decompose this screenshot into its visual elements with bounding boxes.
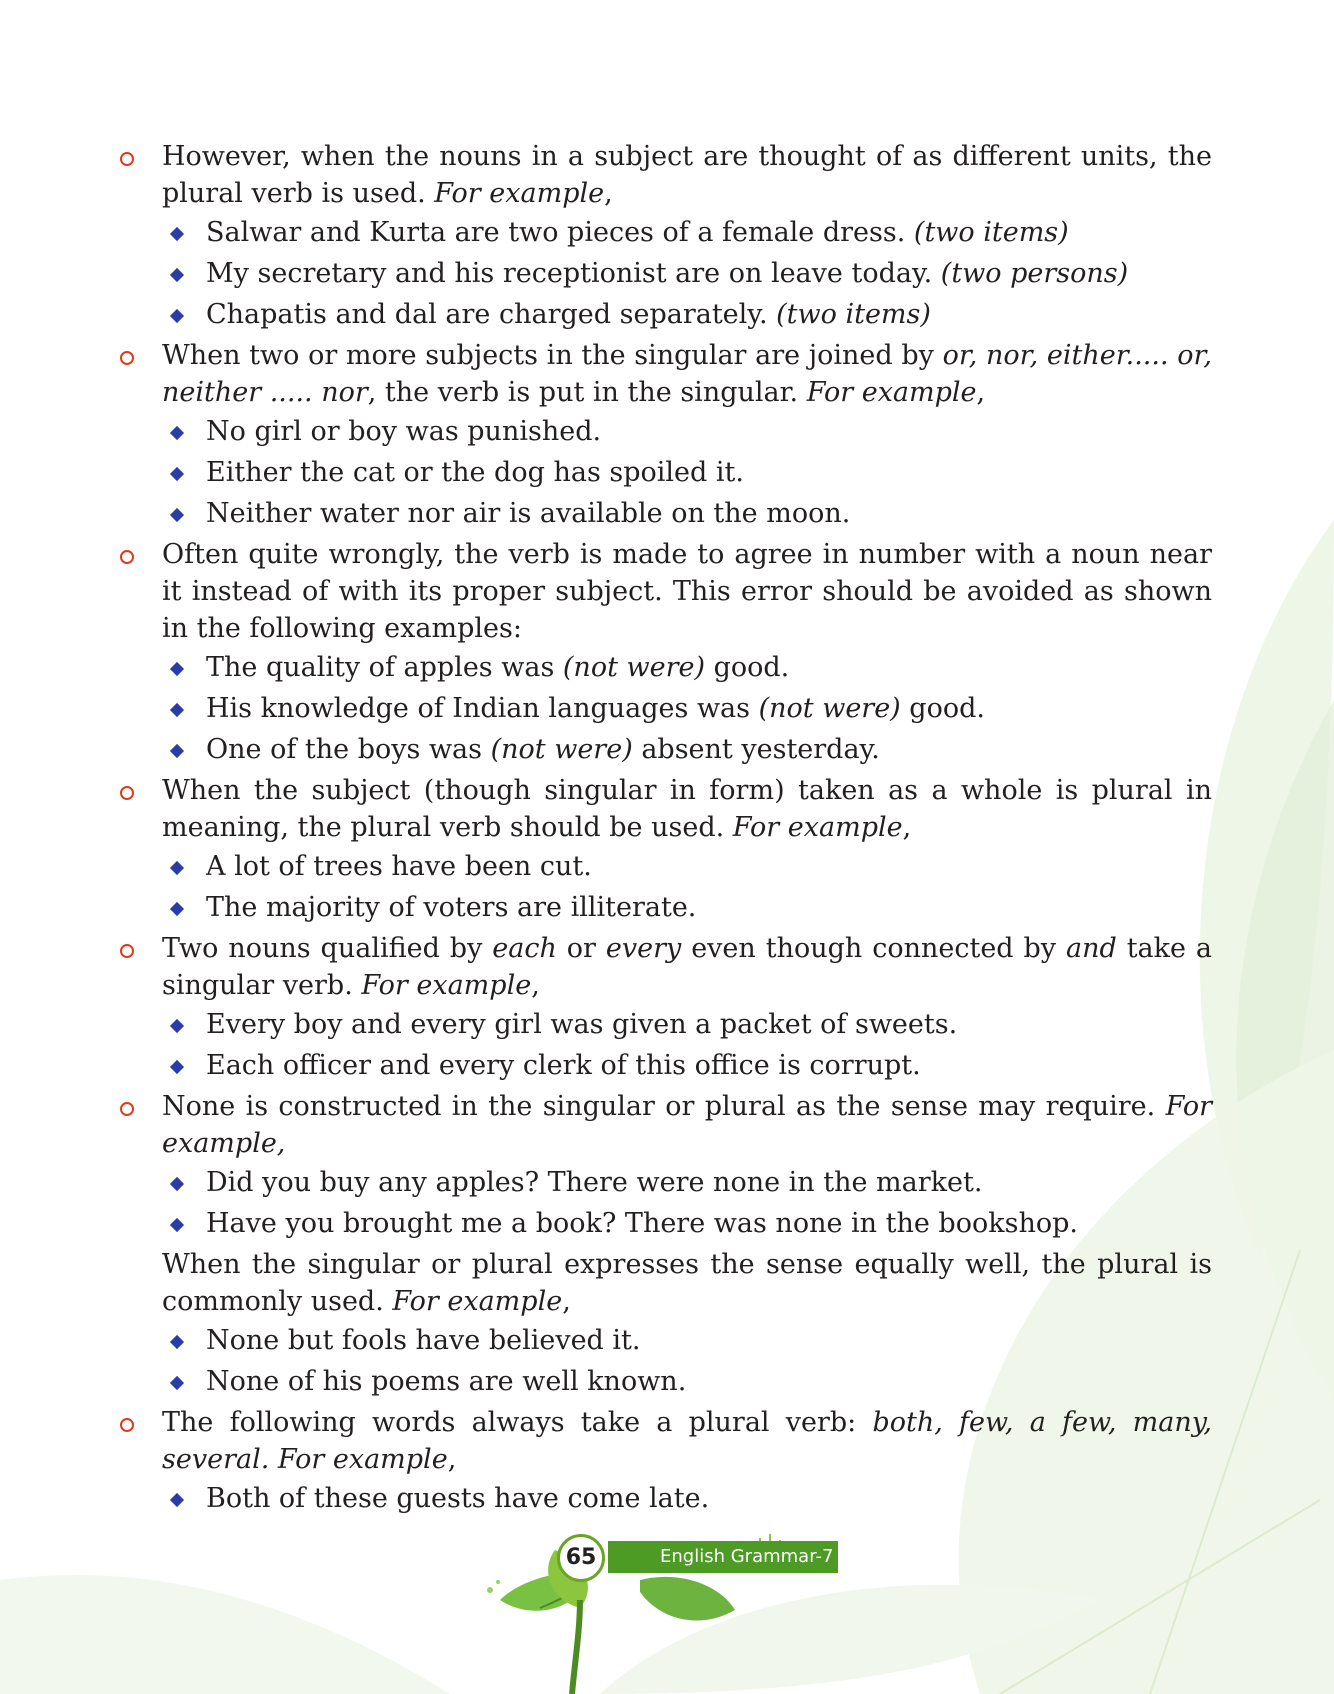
example-text: (not were) [562, 652, 706, 683]
example-item [118, 1006, 1212, 1044]
rule-text: When two or more subjects in the singular are joined by [162, 340, 943, 371]
rule-paragraph [118, 536, 1212, 647]
example-text: The majority of voters are illiterate. [206, 892, 697, 923]
rule-text: take a singular verb. [162, 933, 1213, 1001]
rule-paragraph-continuation [118, 1246, 1212, 1320]
circle-bullet-icon [120, 1102, 134, 1116]
rule-text: For example [392, 1286, 563, 1317]
example-text: None of his poems are well known. [206, 1366, 687, 1397]
example-text: Did you buy any apples? There were none in the market. [206, 1167, 983, 1198]
example-text: His knowledge of Indian languages was [206, 693, 759, 724]
rule-text: each [492, 933, 557, 964]
example-item [118, 649, 1212, 687]
diamond-bullet-icon [170, 703, 184, 717]
rule-text: , [447, 1444, 457, 1475]
example-text: Neither water nor air is available on the moon. [206, 498, 851, 529]
example-item [118, 848, 1212, 886]
example-text: Have you brought me a book? There was none in the bookshop. [206, 1208, 1078, 1239]
diamond-bullet-icon [170, 508, 184, 522]
circle-bullet-icon [120, 351, 134, 365]
rule-text: or [556, 933, 606, 964]
example-text: The quality of apples was [206, 652, 563, 683]
rule-text: For example [361, 970, 532, 1001]
example-text: (not were) [490, 734, 633, 765]
diamond-bullet-icon [170, 1376, 184, 1390]
rule-text: None is constructed in the singular or plural as the sense may require. [162, 1091, 1166, 1122]
diamond-bullet-icon [170, 467, 184, 481]
diamond-bullet-icon [170, 1493, 184, 1507]
rule-text: even though connected by [681, 933, 1066, 964]
rule-text: For example [434, 178, 605, 209]
rule-text: every [605, 933, 682, 964]
example-text: Chapatis and dal are charged separately. [206, 299, 777, 330]
example-text: None but fools have believed it. [206, 1325, 641, 1356]
example-item [118, 214, 1212, 252]
rule-text: both, few, a few, many, several. For example [162, 1407, 1212, 1475]
example-item [118, 1480, 1212, 1518]
example-text: Both of these guests have come late. [206, 1483, 710, 1514]
example-item [118, 413, 1212, 451]
example-text: absent yesterday. [632, 734, 880, 765]
rule-text: or, nor, either..... or, neither ..... nor [162, 340, 1212, 408]
rule-text: However, when the nouns in a subject are thought of as different units, the plural verb is used. [162, 141, 1212, 209]
example-text: good. [705, 652, 790, 683]
example-item [118, 454, 1212, 492]
diamond-bullet-icon [170, 1335, 184, 1349]
rule-text: , [604, 178, 613, 209]
example-text: My secretary and his receptionist are on leave today. [206, 258, 941, 289]
rule-text: , [562, 1286, 571, 1317]
rule-text: , [531, 970, 540, 1001]
circle-bullet-icon [120, 944, 134, 958]
diamond-bullet-icon [170, 426, 184, 440]
rule-paragraph [118, 138, 1212, 212]
example-text: Each officer and every clerk of this office is corrupt. [206, 1050, 921, 1081]
diamond-bullet-icon [170, 1060, 184, 1074]
rule-text: When the singular or plural expresses the sense equally well, the plural is commonly used. [162, 1249, 1212, 1317]
diamond-bullet-icon [170, 1218, 184, 1232]
example-text: No girl or boy was punished. [206, 416, 602, 447]
circle-bullet-icon [120, 786, 134, 800]
example-item [118, 690, 1212, 728]
example-text: Either the cat or the dog has spoiled it. [206, 457, 744, 488]
rule-text: , [902, 812, 912, 843]
page-number: 65 [557, 1534, 605, 1582]
rule-paragraph [118, 337, 1212, 411]
example-item [118, 1322, 1212, 1360]
rule-text: and [1065, 933, 1117, 964]
diamond-bullet-icon [170, 662, 184, 676]
rule-text: For example [732, 812, 903, 843]
example-item [118, 255, 1212, 293]
diamond-bullet-icon [170, 309, 184, 323]
rule-paragraph [118, 1088, 1212, 1162]
example-text: Every boy and every girl was given a packet of sweets. [206, 1009, 958, 1040]
example-text: Salwar and Kurta are two pieces of a female dress. [206, 217, 914, 248]
diamond-bullet-icon [170, 227, 184, 241]
example-text: A lot of trees have been cut. [206, 851, 592, 882]
rule-text: When the subject (though singular in form) taken as a whole is plural in meaning, the plural verb should be used. [162, 775, 1212, 843]
circle-bullet-icon [120, 550, 134, 564]
example-item [118, 1205, 1212, 1243]
circle-bullet-icon [120, 152, 134, 166]
diamond-bullet-icon [170, 1177, 184, 1191]
example-item [118, 1164, 1212, 1202]
rule-text: , the verb is put in the singular. [367, 377, 807, 408]
circle-bullet-icon [120, 1418, 134, 1432]
example-text: (two items) [913, 217, 1069, 248]
diamond-bullet-icon [170, 902, 184, 916]
example-text: (two persons) [940, 258, 1129, 289]
rule-text: For example [806, 377, 977, 408]
rule-text: , [976, 377, 986, 408]
diamond-bullet-icon [170, 861, 184, 875]
rule-text: The following words always take a plural verb: [162, 1407, 873, 1438]
example-text: (two items) [776, 299, 931, 330]
rule-paragraph [118, 930, 1212, 1004]
rule-paragraph [118, 1404, 1212, 1478]
diamond-bullet-icon [170, 744, 184, 758]
example-text: One of the boys was [206, 734, 491, 765]
example-item [118, 1363, 1212, 1401]
example-text: (not were) [758, 693, 901, 724]
example-item [118, 889, 1212, 927]
rule-text: Two nouns qualified by [162, 933, 493, 964]
example-item [118, 731, 1212, 769]
example-item [118, 495, 1212, 533]
rule-text: For example, [162, 1091, 1212, 1159]
example-item [118, 296, 1212, 334]
rule-text: Often quite wrongly, the verb is made to agree in number with a noun near it instead of with its proper subject. This error should be avoided as shown in the following examples: [162, 539, 1212, 644]
page-content [118, 136, 1212, 1521]
diamond-bullet-icon [170, 1019, 184, 1033]
example-text: good. [900, 693, 985, 724]
example-item [118, 1047, 1212, 1085]
diamond-bullet-icon [170, 268, 184, 282]
rule-paragraph [118, 772, 1212, 846]
book-title: English Grammar-7 [608, 1541, 838, 1573]
